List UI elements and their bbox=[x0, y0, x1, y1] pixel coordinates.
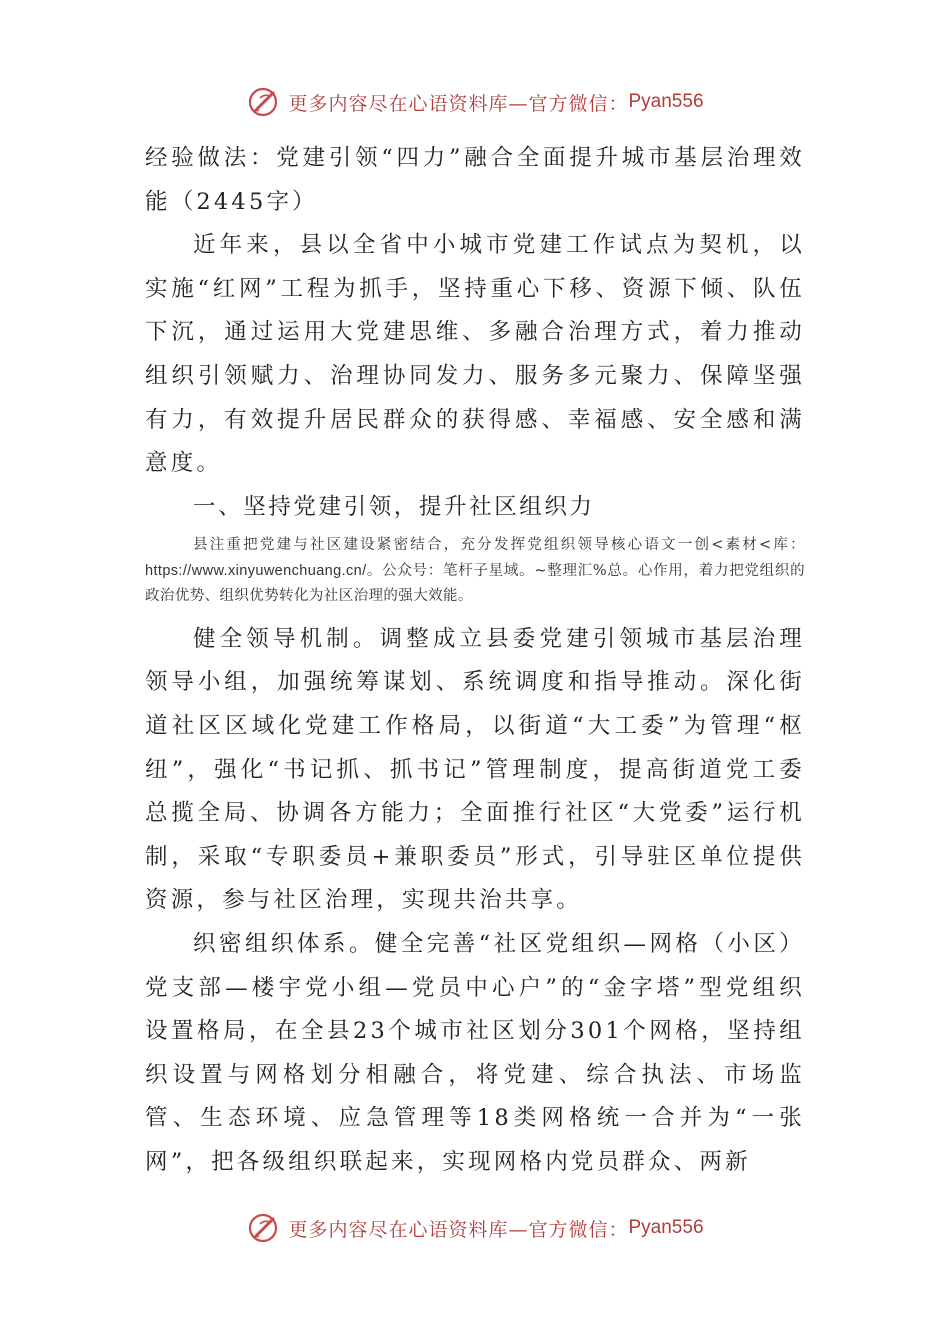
intro-paragraph: 近年来，县以全省中小城市党建工作试点为契机，以实施“红网”工程为抓手，坚持重心下移、资源下倾、队伍下沉，通过运用大党建思维、多融合治理方式，着力推动组织引领赋力、治理协同发力、服务多元聚力、保障坚强有力，有效提升居民群众的获得感、幸福感、安全感和满意度。 bbox=[145, 232, 805, 477]
header-watermark bbox=[0, 82, 950, 122]
leadership-paragraph: 健全领导机制。调整成立县委党建引领城市基层治理领导小组，加强统筹谋划、系统调度和指导推动。深化街道社区区域化党建工作格局，以街道“大工委”为管理“枢纽”，强化“书记抓、抓书记”管理制度，提高街道党工委总揽全局、协调各方能力；全面推行社区“大党委”运行机制，采取“专职委员+兼职委员”形式，引导驻区单位提供资源，参与社区治理，实现共治共享。 bbox=[145, 625, 805, 914]
watermark-text: 更多内容尽在心语资料库—官方微信： bbox=[288, 92, 629, 115]
footer-watermark bbox=[0, 1208, 950, 1248]
section-note bbox=[145, 533, 805, 610]
pen-logo-icon bbox=[246, 84, 282, 120]
pen-logo-icon bbox=[246, 1210, 282, 1246]
section-note-url: https://www.xinyuwenchuang.cn/ bbox=[145, 562, 367, 579]
section-note-text-b: 。公众号：笔杆子星域。~整理汇%总。心作用，着力把党组织的政治优势、组织优势转化为社区治理的强大效能。 bbox=[145, 562, 805, 605]
section-note-text-a: 县注重把党建与社区建设紧密结合，充分发挥党组织领导核心语文一创<素材<库： bbox=[193, 537, 805, 554]
watermark-text: 更多内容尽在心语资料库—官方微信： bbox=[288, 1218, 629, 1241]
watermark-handle: Pyan556 bbox=[628, 91, 704, 112]
watermark-handle: Pyan556 bbox=[628, 1217, 704, 1238]
document-body bbox=[145, 137, 805, 1185]
document-title: 经验做法：党建引领“四力”融合全面提升城市基层治理效能（2445字） bbox=[145, 145, 805, 215]
section-heading-1: 一、坚持党建引领，提升社区组织力 bbox=[193, 493, 595, 520]
organization-paragraph: 织密组织体系。健全完善“社区党组织—网格（小区）党支部—楼宇党小组—党员中心户”的“金字塔”型党组织设置格局，在全县23个城市社区划分301个网格，坚持组织设置与网格划分相融合，将党建、综合执法、市场监管、生态环境、应急管理等18类网格统一合并为“一张网”，把各级组织联起来，实现网格内党员群众、两新 bbox=[145, 931, 805, 1175]
